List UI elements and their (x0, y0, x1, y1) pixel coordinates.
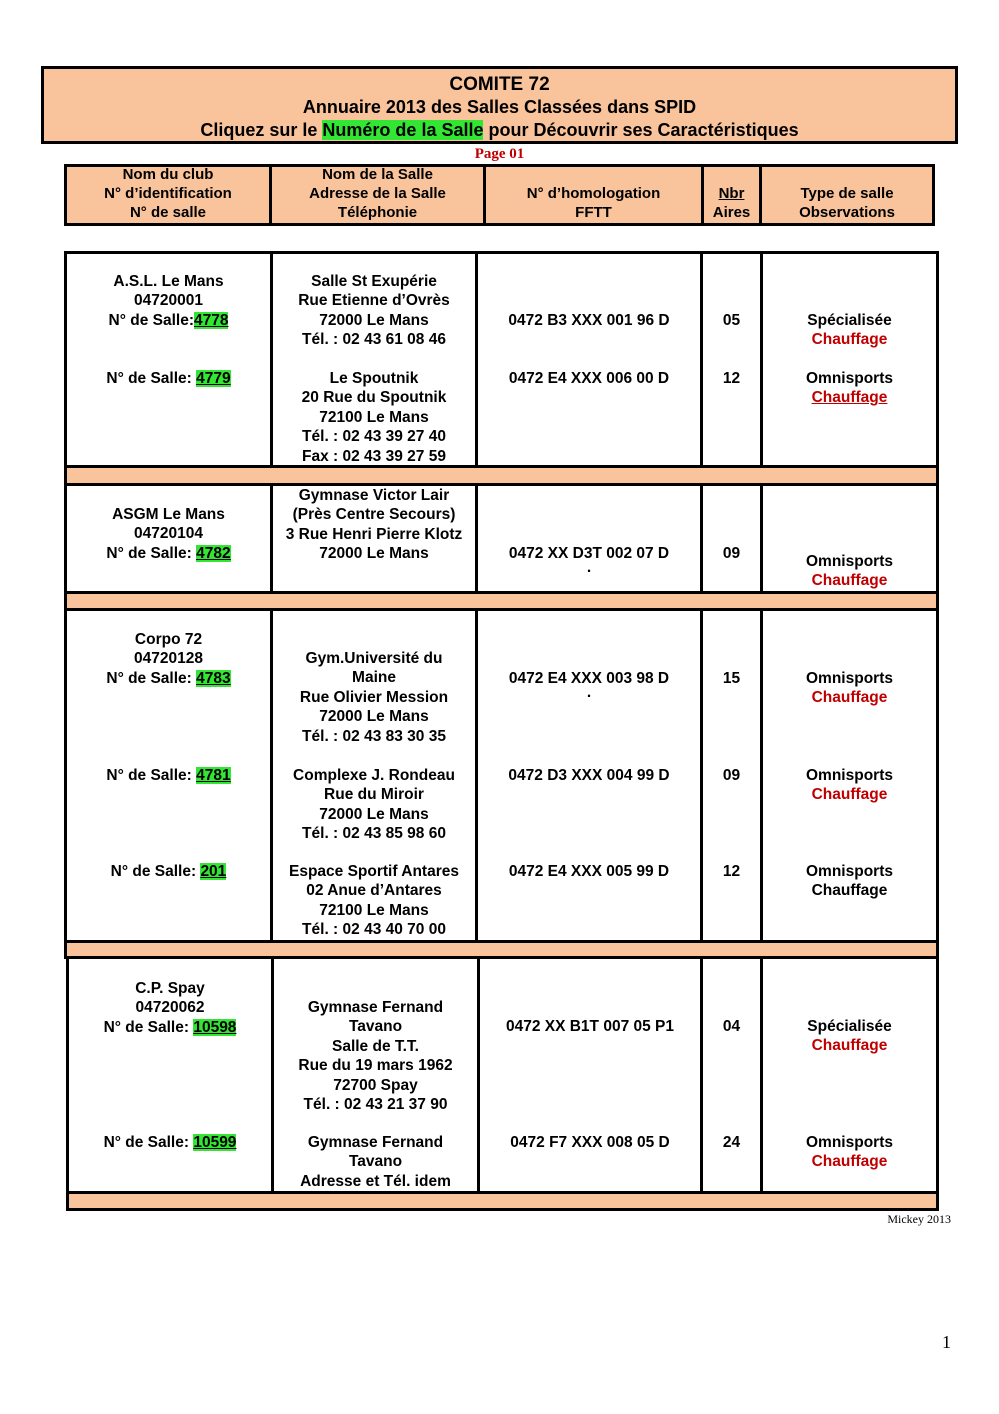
venue-address-line: 72000 Le Mans (319, 545, 429, 563)
venue-address-line: Tél. : 02 43 40 70 00 (302, 921, 446, 939)
col-homolog (486, 167, 704, 223)
nbr-aires: 12 (722, 370, 741, 387)
homologation-dot: . (586, 684, 592, 702)
venue-address-line: 3 Rue Henri Pierre Klotz (285, 525, 463, 543)
venue-address-line: Tél. : 02 43 85 98 60 (302, 825, 446, 843)
nbr-aires: 04 (722, 1018, 741, 1035)
venue-type-label: Spécialisée (807, 312, 892, 329)
venue-number-label: N° de Salle: (110, 863, 201, 880)
col-nbr-line2: Aires (712, 204, 751, 221)
venue-type-label: Spécialisée (807, 1018, 892, 1035)
col-type-line1: Type de salle (800, 185, 894, 202)
venue-type (763, 311, 936, 350)
venue-address-line: 72700 Spay (333, 1076, 418, 1094)
homologation-number: 0472 E4 XXX 003 98 D (508, 670, 670, 687)
venue-type (763, 669, 936, 708)
venue-observation: Chauffage (811, 882, 888, 900)
page-label: Page 01 (474, 146, 525, 162)
homologation-dot: . (586, 559, 592, 577)
venue-address-line: Gym.Université du (305, 650, 443, 667)
col-club-line1: Nom du club (122, 166, 214, 183)
col-type-line2: Observations (799, 204, 895, 221)
separator-band (66, 1191, 939, 1211)
venue-address-line: Gymnase Fernand (307, 1134, 444, 1151)
venue-address-line: Salle de T.T. (331, 1037, 419, 1055)
divider (760, 251, 763, 468)
col-homolog-line1: N° d’homologation (526, 185, 661, 202)
venue-number-link[interactable]: 4783 (196, 669, 231, 687)
col-club-line2: N° d’identification (104, 185, 232, 202)
venue-observation: Chauffage (811, 1153, 888, 1171)
venue-number-line (67, 544, 270, 563)
venue-observation: Chauffage (811, 572, 888, 590)
col-club-line3: N° de salle (129, 204, 207, 221)
homologation-number: 0472 E4 XXX 005 99 D (508, 863, 670, 880)
venue-type-label: Omnisports (806, 863, 893, 880)
venue-address-line: Complexe J. Rondeau (293, 767, 455, 784)
venue-type-label: Omnisports (806, 670, 893, 687)
venue-number-link[interactable]: 10598 (193, 1018, 237, 1036)
club-id: 04720001 (134, 292, 203, 310)
venue-type (763, 766, 936, 805)
venue-type (763, 1017, 936, 1056)
club-info (67, 630, 270, 688)
venue-number-link[interactable]: 4779 (196, 370, 231, 387)
venue-address-line: Adresse et Tél. idem (300, 1172, 451, 1190)
title-banner (41, 66, 958, 144)
venue-address-line: Tavano (348, 1153, 403, 1171)
venue-address-line: 20 Rue du Spoutnik (301, 389, 447, 407)
col-club (67, 167, 272, 223)
venue-address (273, 369, 475, 466)
club-info (67, 505, 270, 563)
venue-address (273, 649, 475, 746)
homologation-number: 0472 XX D3T 002 07 D (508, 545, 670, 562)
venue-address-line: Salle St Exupérie (311, 273, 437, 290)
col-salle-line3: Téléphonie (337, 204, 418, 221)
venue-address-line: Le Spoutnik (329, 370, 419, 387)
venue-observation-link[interactable]: Chauffage (811, 389, 888, 407)
col-salle-line1: Nom de la Salle (322, 166, 433, 183)
venue-address-line: 72000 Le Mans (319, 708, 429, 726)
col-nbr (704, 167, 762, 223)
venue-number-line (67, 766, 270, 785)
homologation-block (478, 669, 700, 702)
venue-number-line (67, 311, 270, 330)
venue-address-line: Tél. : 02 43 61 08 46 (302, 331, 446, 349)
venue-type (763, 1133, 936, 1172)
venue-address-line: Espace Sportif Antares (289, 863, 459, 880)
venue-number-label: N° de Salle: (106, 767, 197, 784)
divider (700, 251, 703, 468)
club-name: C.P. Spay (135, 980, 205, 997)
club-id: 04720062 (135, 999, 205, 1017)
nbr-aires: 24 (722, 1134, 741, 1151)
nbr-aires: 09 (722, 545, 741, 562)
nbr-aires: 12 (722, 863, 741, 880)
venue-number-label: N° de Salle: (106, 669, 197, 687)
venue-address-line: 02 Anue d’Antares (306, 882, 442, 900)
venue-number-link[interactable]: 4778 (193, 311, 229, 329)
venue-type-label: Omnisports (806, 370, 893, 387)
footer-credit: Mickey 2013 (887, 1212, 951, 1226)
instruction-pre: Cliquez sur le (200, 120, 323, 140)
nbr-aires: 15 (722, 670, 741, 687)
col-nbr-line1: Nbr (718, 185, 745, 202)
venue-address-line: Rue du Miroir (324, 786, 424, 804)
venue-address-line: Fax : 02 43 39 27 59 (302, 447, 446, 465)
venue-number-line (67, 669, 270, 688)
venue-address-line: Rue Etienne d’Ovrès (298, 292, 450, 310)
venue-address-line: Maine (352, 669, 396, 687)
venue-number-link[interactable]: 10599 (193, 1134, 237, 1151)
homologation-number: 0472 B3 XXX 001 96 D (508, 312, 670, 329)
venue-address-line: Rue du 19 mars 1962 (298, 1057, 453, 1075)
venue-type-label: Omnisports (806, 767, 893, 784)
club-info (67, 272, 270, 330)
col-salle-line2: Adresse de la Salle (309, 185, 446, 202)
venue-number-line (67, 369, 270, 388)
club-name: Corpo 72 (134, 631, 203, 648)
club-name: ASGM Le Mans (112, 506, 225, 523)
venue-type-label: Omnisports (806, 1134, 893, 1151)
directory-title: Annuaire 2013 des Salles Classées dans SPID (302, 97, 697, 117)
venue-observation: Chauffage (811, 689, 888, 707)
venue-type (763, 552, 936, 591)
venue-number-link[interactable]: 4782 (196, 544, 231, 562)
venue-address-line: 72100 Le Mans (319, 901, 429, 919)
venue-address-line: Tél. : 02 43 21 37 90 (303, 1096, 448, 1114)
venue-number-label: N° de Salle: (103, 1134, 194, 1151)
instruction-highlight: Numéro de la Salle (322, 120, 484, 140)
divider (477, 956, 480, 1194)
nbr-aires: 05 (722, 312, 741, 329)
divider (475, 251, 478, 468)
venue-address (273, 272, 475, 350)
instruction-post: pour Découvrir ses Caractéristiques (483, 120, 799, 140)
venue-number-label: N° de Salle: (103, 1018, 194, 1036)
column-header (64, 164, 935, 226)
venue-number-label: N° de Salle: (106, 370, 197, 387)
col-homolog-line2: FFTT (575, 204, 612, 221)
divider (700, 483, 703, 594)
club-id: 04720104 (134, 525, 203, 543)
venue-number-label: N° de Salle: (106, 544, 197, 562)
club-info (69, 979, 271, 1037)
divider (700, 956, 703, 1194)
venue-address-line: 72000 Le Mans (319, 311, 429, 329)
venue-address (274, 1133, 477, 1191)
venue-address-line: (Près Centre Secours) (292, 506, 456, 524)
venue-number-label: N° de Salle: (108, 311, 194, 329)
venue-address-line: 72000 Le Mans (319, 805, 429, 823)
venue-address-line: Rue Olivier Mession (299, 688, 449, 706)
nbr-aires: 09 (722, 767, 741, 784)
homologation-number: 0472 XX B1T 007 05 P1 (505, 1018, 675, 1035)
homologation-number: 0472 E4 XXX 006 00 D (508, 370, 670, 387)
club-name: A.S.L. Le Mans (113, 273, 224, 290)
venue-address (273, 766, 475, 844)
venue-address-line: 72100 Le Mans (319, 408, 429, 426)
homologation-number: 0472 D3 XXX 004 99 D (508, 767, 670, 784)
venue-type (763, 862, 936, 901)
venue-address (274, 998, 477, 1114)
page-number: 1 (942, 1332, 951, 1352)
venue-observation: Chauffage (811, 331, 888, 349)
homologation-block (478, 544, 700, 577)
venue-number-line (69, 1018, 271, 1037)
col-salle (272, 167, 486, 223)
venue-observation: Chauffage (811, 1037, 888, 1055)
venue-address (273, 486, 475, 564)
instruction-line (44, 119, 955, 142)
venue-address (273, 862, 475, 940)
homologation-number: 0472 F7 XXX 008 05 D (510, 1134, 670, 1151)
venue-type-label: Omnisports (806, 553, 893, 570)
col-type (762, 167, 932, 223)
divider (475, 483, 478, 594)
venue-address-line: Tavano (348, 1018, 403, 1036)
venue-number-line (69, 1133, 271, 1152)
venue-number-link[interactable]: 201 (200, 863, 227, 880)
committee-title: COMITE 72 (449, 74, 550, 95)
venue-type (763, 369, 936, 408)
venue-number-link[interactable]: 4781 (196, 767, 231, 784)
venue-address-line: Tél. : 02 43 83 30 35 (302, 727, 446, 745)
club-id: 04720128 (134, 650, 203, 668)
venue-address-line: Gymnase Victor Lair (298, 487, 450, 504)
venue-observation: Chauffage (811, 786, 888, 804)
venue-number-line (67, 862, 270, 881)
venue-address-line: Gymnase Fernand (307, 999, 444, 1016)
venue-address-line: Tél. : 02 43 39 27 40 (302, 428, 446, 446)
